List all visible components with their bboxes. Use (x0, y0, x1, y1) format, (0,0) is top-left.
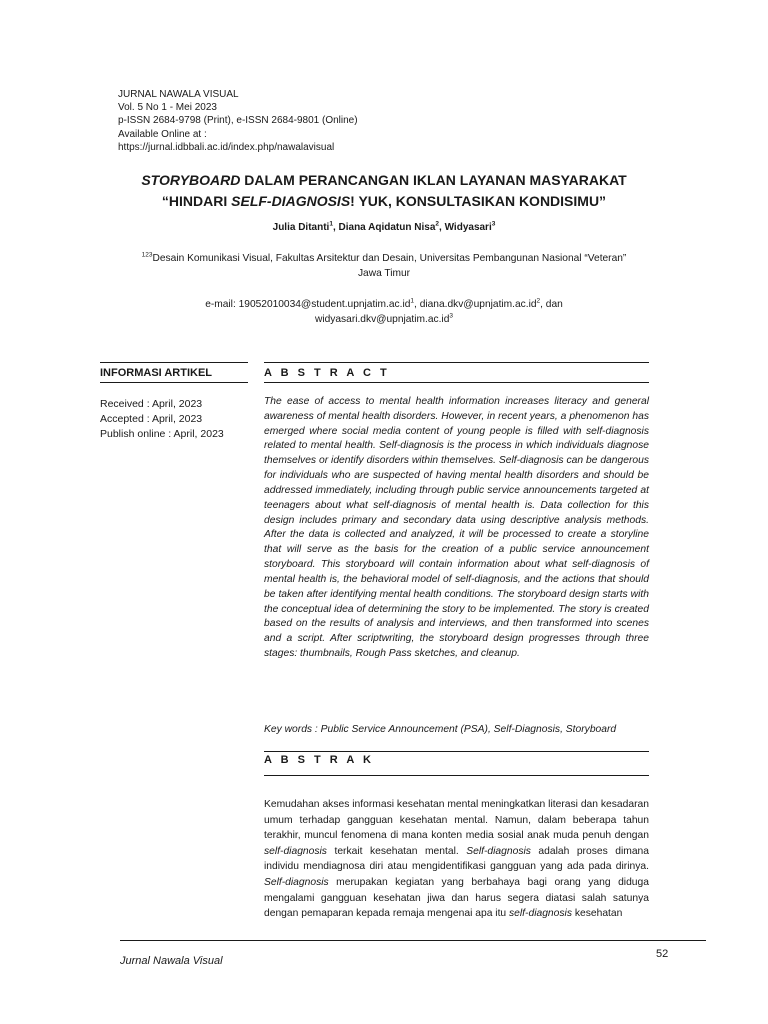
divider (264, 362, 649, 363)
title-italic-1: STORYBOARD (141, 172, 241, 188)
author-sup: 1 (329, 220, 333, 228)
journal-volume: Vol. 5 No 1 - Mei 2023 (118, 102, 217, 114)
abstrak-italic-run: self-diagnosis (264, 845, 327, 857)
divider (264, 751, 649, 752)
email-link[interactable]: diana.dkv@upnjatim.ac.id (419, 299, 537, 310)
page-number: 52 (656, 948, 669, 960)
title-rest-2: ! YUK, KONSULTASIKAN KONDISIMU” (350, 193, 607, 209)
email-sup: 1 (410, 297, 415, 305)
publish-date: Publish online : April, 2023 (100, 427, 224, 440)
abstrak-run: adalah proses dimana individu mendiagnosa diri atau mengidentifikasi gangguan yang ada pada dirinya. (264, 845, 649, 873)
abstract-text: The ease of access to mental health information increases literacy and general awareness of mental health disorders. However, in recent years, a phenomenon has emerged where social media content of young people is filled with self-diagnosis related to mental health. Self-diagnosis is the process in which individuals diagnose themselves or identify disorders within themselves. Self-diagnosis can be dangerous for individuals who are suspected of having mental health disorders and should be addressed immediately, including through public service announcements targeted at teenagers about what self-diagnosis of mental health is. Data collection for this design includes primary and secondary data using descriptive analysis methods. After the data is collected and analyzed, it will be processed to create a storyline that will serve as the basis for the creation of a public service announcement storyboard. This storyboard will contain information about what self-diagnosis of mental health is, the behavioral model of self-diagnosis, and the actions that should be taken after identifying mental health conditions. The storyboard design starts with the conceptual idea of determining the story to be implemented. The story is created based on the results of analysis and interviews, and then transformed into scenes and a script. After scriptwriting, the storyboard design progresses through three stages: thumbnails, Rough Pass sketches, and cleanup. (264, 396, 649, 660)
abstract-body (264, 395, 649, 662)
author-name: Diana Aqidatun Nisa (338, 222, 436, 233)
abstrak-run: kesehatan (571, 908, 623, 920)
divider (264, 382, 649, 383)
author-sup: 2 (435, 220, 440, 228)
author-emails (96, 298, 672, 327)
journal-header (118, 88, 358, 154)
email-sup: 2 (536, 297, 541, 305)
article-dates (100, 397, 224, 441)
author-list: Julia Ditanti$^1$, Diana Aqidatun Nisa$^2$, Widyasari$^3$ (272, 220, 496, 233)
email-separator: , (414, 299, 420, 310)
email-prefix: e-mail: (205, 299, 239, 310)
article-info-heading: INFORMASI ARTIKEL (100, 367, 213, 379)
affiliation (96, 252, 672, 281)
keywords: Key words : Public Service Announcement (PSA), Self-Diagnosis, Storyboard (264, 724, 617, 735)
abstrak-italic-run: Self-diagnosis (466, 845, 531, 857)
divider (120, 940, 706, 941)
title-italic-2: SELF-DIAGNOSIS (231, 193, 351, 209)
divider (100, 362, 248, 363)
journal-url[interactable]: https://jurnal.idbbali.ac.id/index.php/nawalavisual (118, 141, 335, 153)
abstrak-text (264, 797, 649, 922)
affiliation-line-1: Desain Komunikasi Visual, Fakultas Arsitektur dan Desain, Universitas Pembangunan Nasional “Veteran” (152, 253, 627, 264)
divider (264, 775, 649, 776)
abstrak-body (264, 797, 649, 937)
received-date: Received : April, 2023 (100, 398, 203, 410)
email-separator: , dan (540, 299, 563, 310)
abstrak-heading: A B S T R A K (264, 754, 374, 766)
author-name: Julia Ditanti (272, 222, 330, 233)
affiliation-sup: 123 (141, 251, 153, 259)
accepted-date: Accepted : April, 2023 (100, 412, 203, 425)
abstrak-run: merupakan kegiatan yang berbahaya bagi orang yang diduga mengalami gangguan kesehatan jiwa dan harus segera diatasi salah satunya dengan pemaparan kepada remaja mengenai apa itu (264, 876, 649, 920)
title-open-2: “HINDARI (161, 193, 232, 209)
footer-journal-name: Jurnal Nawala Visual (120, 955, 223, 967)
author-sup: 3 (491, 220, 496, 228)
email-link[interactable]: 19052010034@student.upnjatim.ac.id (238, 299, 411, 310)
journal-available: Available Online at : (118, 128, 207, 140)
email-sup: 3 (449, 312, 453, 320)
title-rest-1: DALAM PERANCANGAN IKLAN LAYANAN MASYARAKAT (240, 172, 627, 188)
paper-title (96, 170, 672, 212)
author-name: Widyasari (444, 222, 492, 233)
abstrak-italic-run: Self-diagnosis (264, 876, 329, 888)
abstrak-italic-run: self-diagnosis (509, 908, 572, 920)
abstrak-run: terkait kesehatan mental. (326, 845, 467, 857)
abstrak-run: Kemudahan akses informasi kesehatan mental meningkatkan literasi dan kesadaran umum terhadap gangguan kesehatan mental. Namun, dalam beberapa tahun terakhir, muncul fenomena di mana konten media sosial anak muda penuh dengan (264, 799, 649, 842)
abstract-heading: A B S T R A C T (264, 367, 390, 379)
email-link[interactable]: widyasari.dkv@upnjatim.ac.id (315, 313, 450, 325)
journal-issn: p-ISSN 2684-9798 (Print), e-ISSN 2684-9801 (Online) (118, 115, 358, 127)
journal-name: JURNAL NAWALA VISUAL (118, 89, 239, 100)
divider (100, 382, 248, 383)
affiliation-line-2: Jawa Timur (357, 267, 411, 279)
